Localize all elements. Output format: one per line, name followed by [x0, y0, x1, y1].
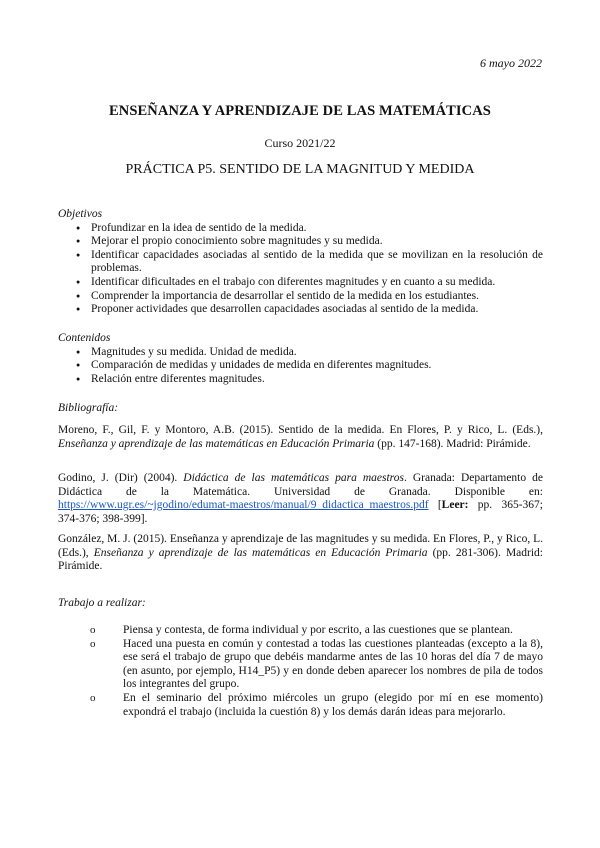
- ref2-book-title: Didáctica de las matemáticas para maestros: [183, 472, 404, 484]
- list-item: ● Comprender la importancia de desarrollar el sentido de la medida en los estudiantes.: [58, 290, 543, 304]
- ref3-authors: González, M. J. (2015). Enseñanza y aprendizaje de las magnitudes y su medida. En Flores, P., y Rico, L. (Eds.),: [58, 533, 543, 559]
- ref2-leer-open: [: [428, 499, 442, 512]
- bibliography-ref-1: [58, 424, 543, 451]
- ref2-publisher: . Granada: Departamento de Didáctica de la Matemática. Universidad de Granada. Disponible en:: [58, 472, 543, 498]
- list-item: ● Magnitudes y su medida. Unidad de medida.: [58, 346, 543, 360]
- list-item: ● Identificar dificultades en el trabajo con diferentes magnitudes y en cuanto a su medida.: [58, 276, 543, 290]
- bibliography-ref-2: [58, 472, 543, 526]
- list-item: ● Mejorar el propio conocimiento sobre magnitudes y su medida.: [58, 235, 543, 249]
- bibliography-ref-3: [58, 533, 543, 574]
- ref2-link[interactable]: https://www.ugr.es/~jgodino/edumat-maestros/manual/9_didactica_maestros.pdf: [58, 499, 429, 512]
- trabajo-section: [90, 624, 543, 719]
- ref2-leer-label: Leer:: [441, 499, 469, 512]
- list-item: o En el seminario del próximo miércoles un grupo (elegido por mí en ese momento) expondrá el trabajo (incluida la cuestión 8) y los demás darán ideas para mejorarlo.: [90, 692, 543, 719]
- contenidos-heading: Contenidos: [58, 332, 111, 344]
- list-item: ● Identificar capacidades asociadas al sentido de la medida que se movilizan en la resolución de problemas.: [58, 249, 543, 276]
- course-label: Curso 2021/22: [264, 136, 336, 150]
- list-item: ● Proponer actividades que desarrollen capacidades asociadas al sentido de la medida.: [58, 303, 543, 317]
- objetivos-list: [58, 222, 543, 317]
- bibliografia-heading: Bibliografía:: [58, 402, 119, 414]
- list-item: o Piensa y contesta, de forma individual y por escrito, a las cuestiones que se plantean.: [90, 624, 543, 638]
- ref3-pages: (pp. 281-306). Madrid: Pirámide.: [58, 546, 543, 573]
- list-item: ● Comparación de medidas y unidades de medida en diferentes magnitudes.: [58, 359, 543, 373]
- list-item: ● Relación entre diferentes magnitudes.: [58, 373, 543, 387]
- ref2-authors: Godino, J. (Dir) (2004).: [58, 472, 184, 484]
- list-item: ● Profundizar en la idea de sentido de la medida.: [58, 222, 543, 236]
- objetivos-section: [58, 208, 543, 317]
- contenidos-list: [58, 346, 543, 387]
- list-item: o Haced una puesta en común y contestad a todas las cuestiones planteadas (excepto a la 8), ese será el trabajo de grupo que debéis mandarme antes de las 10 horas del día 7 de mayo (en asunto, por ejemplo, H14_P5) y en donde deben aparecer los nombres de pila de todos los integrantes del grupo.: [90, 638, 543, 692]
- ref1-book-title: Enseñanza y aprendizaje de las matemáticas en Educación Primaria: [58, 437, 375, 450]
- document-date: 6 mayo 2022: [480, 56, 542, 70]
- document-title: ENSEÑANZA Y APRENDIZAJE DE LAS MATEMÁTICAS: [109, 103, 491, 119]
- trabajo-list: [90, 624, 543, 719]
- trabajo-heading: Trabajo a realizar:: [58, 597, 146, 609]
- objetivos-heading: Objetivos: [58, 208, 103, 220]
- bibliografia-heading-wrap: [58, 402, 543, 416]
- ref3-book-title: Enseñanza y aprendizaje de las matemáticas en Educación Primaria: [93, 546, 428, 559]
- ref2-pages: pp. 365-367; 374-376; 398-399].: [58, 499, 543, 525]
- ref1-authors: Moreno, F., Gil, F. y Montoro, A.B. (2015). Sentido de la medida. En Flores, P. y Rico, L. (Eds.),: [58, 424, 543, 436]
- trabajo-heading-wrap: [58, 597, 543, 611]
- contenidos-section: [58, 332, 543, 386]
- ref1-pages: (pp. 147-168). Madrid: Pirámide.: [374, 437, 531, 450]
- practice-title: PRÁCTICA P5. SENTIDO DE LA MAGNITUD Y MEDIDA: [125, 162, 475, 177]
